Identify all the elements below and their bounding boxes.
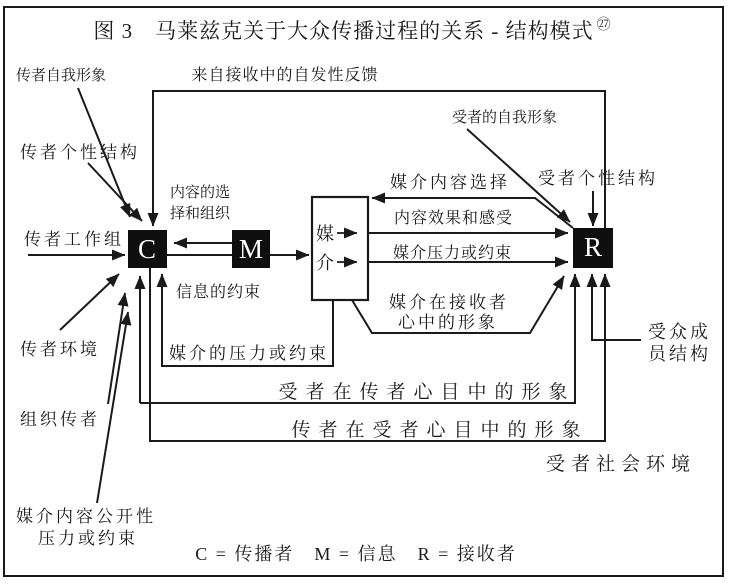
- label-medium-image-line1: 媒介在接收者: [389, 293, 509, 312]
- medium-box: [312, 197, 368, 300]
- label-communicator-workgroup: 传者工作组: [24, 230, 124, 249]
- label-receiver-image-in-communicator: 受者在传者心目中的形象: [278, 382, 576, 403]
- label-audience-structure-line2: 员结构: [648, 344, 711, 364]
- label-communicator-image-in-receiver: 传者在受者心目中的形象: [291, 420, 589, 441]
- label-media-publicity-line2: 压力或约束: [38, 529, 138, 548]
- label-receiver-social-environment: 受者社会环境: [546, 454, 697, 475]
- label-audience-structure-line1: 受众成: [648, 322, 711, 342]
- label-content-selection-line1: 内容的选: [170, 185, 231, 201]
- label-content-selection-line2: 择和组织: [170, 206, 231, 222]
- medium-char-top: 媒: [316, 224, 334, 244]
- label-medium-content-selection: 媒介内容选择: [390, 173, 510, 192]
- label-receiver-self-image: 受者的自我形象: [452, 110, 558, 126]
- figure-legend: C = 传播者 M = 信息 R = 接收者: [195, 544, 517, 564]
- communicator-letter: C: [137, 234, 157, 264]
- label-message-constraint: 信息的约束: [176, 284, 262, 301]
- label-medium-pressure-receiver: 媒介压力或约束: [393, 245, 513, 262]
- label-medium-pressure-communicator: 媒介的压力或约束: [169, 344, 329, 363]
- medium-char-bottom: 介: [316, 253, 334, 273]
- label-medium-image-line2: 心中的形象: [398, 313, 498, 332]
- receiver-letter: R: [583, 232, 603, 262]
- label-communicator-self-image: 传者自我形象: [16, 68, 107, 84]
- communicator-personality-arrow: [88, 163, 142, 221]
- label-media-publicity-line1: 媒介内容公开性: [16, 507, 156, 526]
- audience-structure-connector: [592, 274, 641, 340]
- message-letter: M: [238, 234, 264, 264]
- label-receiver-personality: 受者个性结构: [538, 169, 658, 188]
- figure-title-text: 图 3 马莱兹克关于大众传播过程的关系 - 结构模式: [93, 19, 594, 43]
- figure-title-ref-mark: ㉗: [596, 18, 611, 33]
- label-communicator-environment: 传者环境: [20, 340, 100, 359]
- label-communicator-personality: 传者个性结构: [20, 143, 140, 162]
- media-publicity-arrow: [97, 312, 128, 503]
- environment-arrow: [60, 274, 119, 330]
- label-organization-communicator: 组织传者: [20, 410, 100, 429]
- label-content-effect: 内容效果和感受: [394, 210, 514, 227]
- label-spontaneous-feedback: 来自接收中的自发性反馈: [191, 67, 379, 84]
- figure-title: [93, 17, 610, 43]
